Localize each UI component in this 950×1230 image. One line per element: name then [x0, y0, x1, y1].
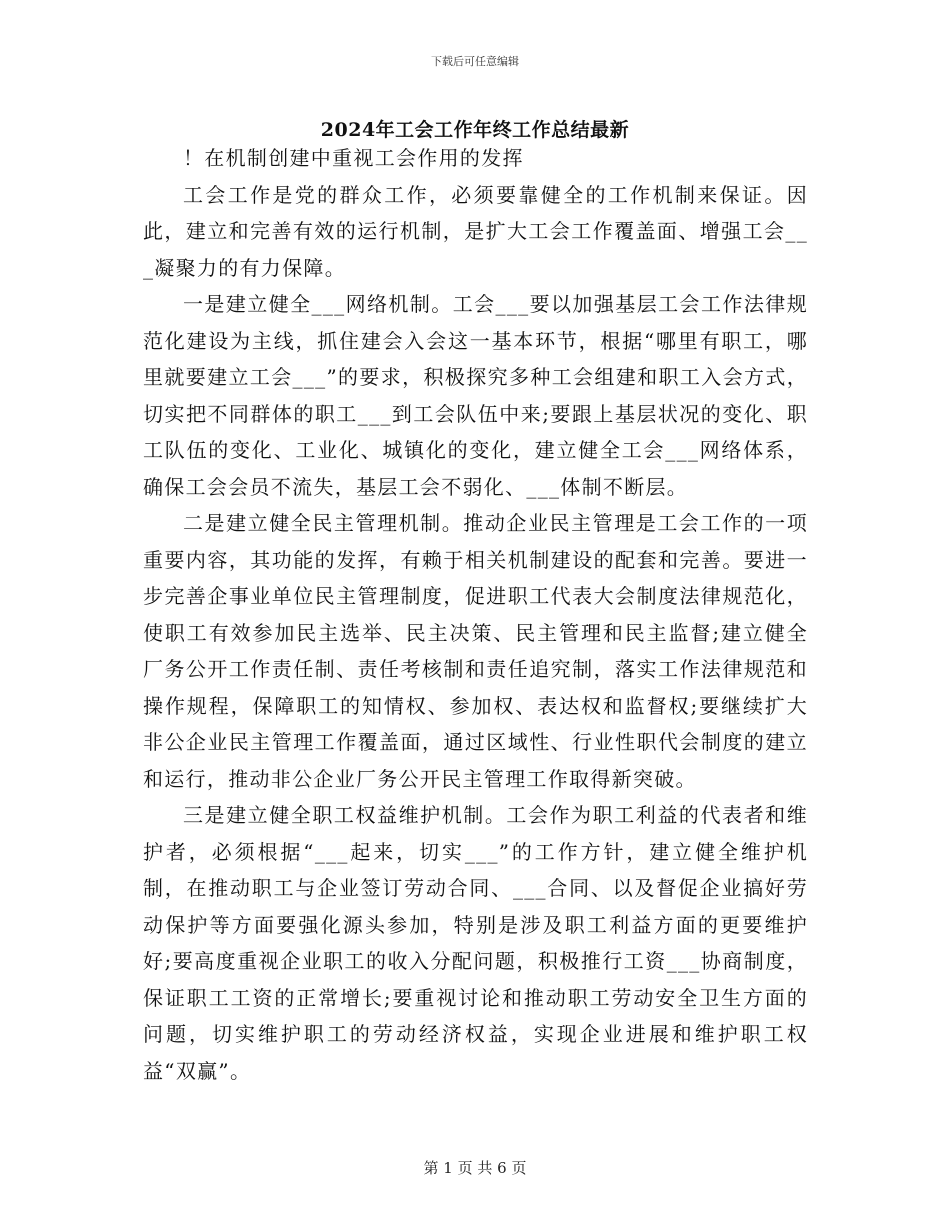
paragraph-heading: ！在机制创建中重视工会作用的发挥 — [183, 146, 524, 170]
paragraph-rights-protection: 三是建立健全职工权益维护机制。工会作为职工利益的代表者和维护者，必须根据“___起来，切实___”的工作方针，建立健全维护机制，在推动职工与企业签订劳动合同、___合同、以及督促企业搞好劳动保护等方面要强化源头参加，特别是涉及职工利益方面的更要维护好;要高度重视企业职工的收入分配问题，积极推行工资___协商制度，保证职工工资的正常增长;要重视讨论和推动职工劳动安全卫生方面的问题，切实维护职工的劳动经济权益，实现企业进展和维护职工权益“双赢”。 — [143, 803, 808, 1083]
paragraph-network-mechanism: 一是建立健全___网络机制。工会___要以加强基层工会工作法律规范化建设为主线，抓住建会入会这一基本环节，根据“哪里有职工，哪里就要建立工会___”的要求，积极探究多种工会组建和职工入会方式，切实把不同群体的职工___到工会队伍中来;要跟上基层状况的变化、职工队伍的变化、工业化、城镇化的变化，建立健全工会___网络体系，确保工会会员不流失，基层工会不弱化、___体制不断层。 — [143, 292, 808, 499]
document-body — [143, 140, 808, 1089]
document-title: 2024年工会工作年终工作总结最新 — [320, 119, 630, 141]
paragraph-intro: 工会工作是党的群众工作，必须要靠健全的工作机制来保证。因此，建立和完善有效的运行机制，是扩大工会工作覆盖面、增强工会___凝聚力的有力保障。 — [143, 182, 808, 280]
paragraph-democratic-management: 二是建立健全民主管理机制。推动企业民主管理是工会工作的一项重要内容，其功能的发挥，有赖于相关机制建设的配套和完善。要进一步完善企事业单位民主管理制度，促进职工代表大会制度法律规范化，使职工有效参加民主选举、民主决策、民主管理和民主监督;建立健全厂务公开工作责任制、责任考核制和责任追究制，落实工作法律规范和操作规程，保障职工的知情权、参加权、表达权和监督权;要继续扩大非公企业民主管理工作覆盖面，通过区域性、行业性职代会制度的建立和运行，推动非公企业厂务公开民主管理工作取得新突破。 — [143, 511, 808, 791]
page-header-note: 下载后可任意编辑 — [431, 55, 519, 68]
page-number-footer: 第 1 页 共 6 页 — [423, 1159, 527, 1177]
